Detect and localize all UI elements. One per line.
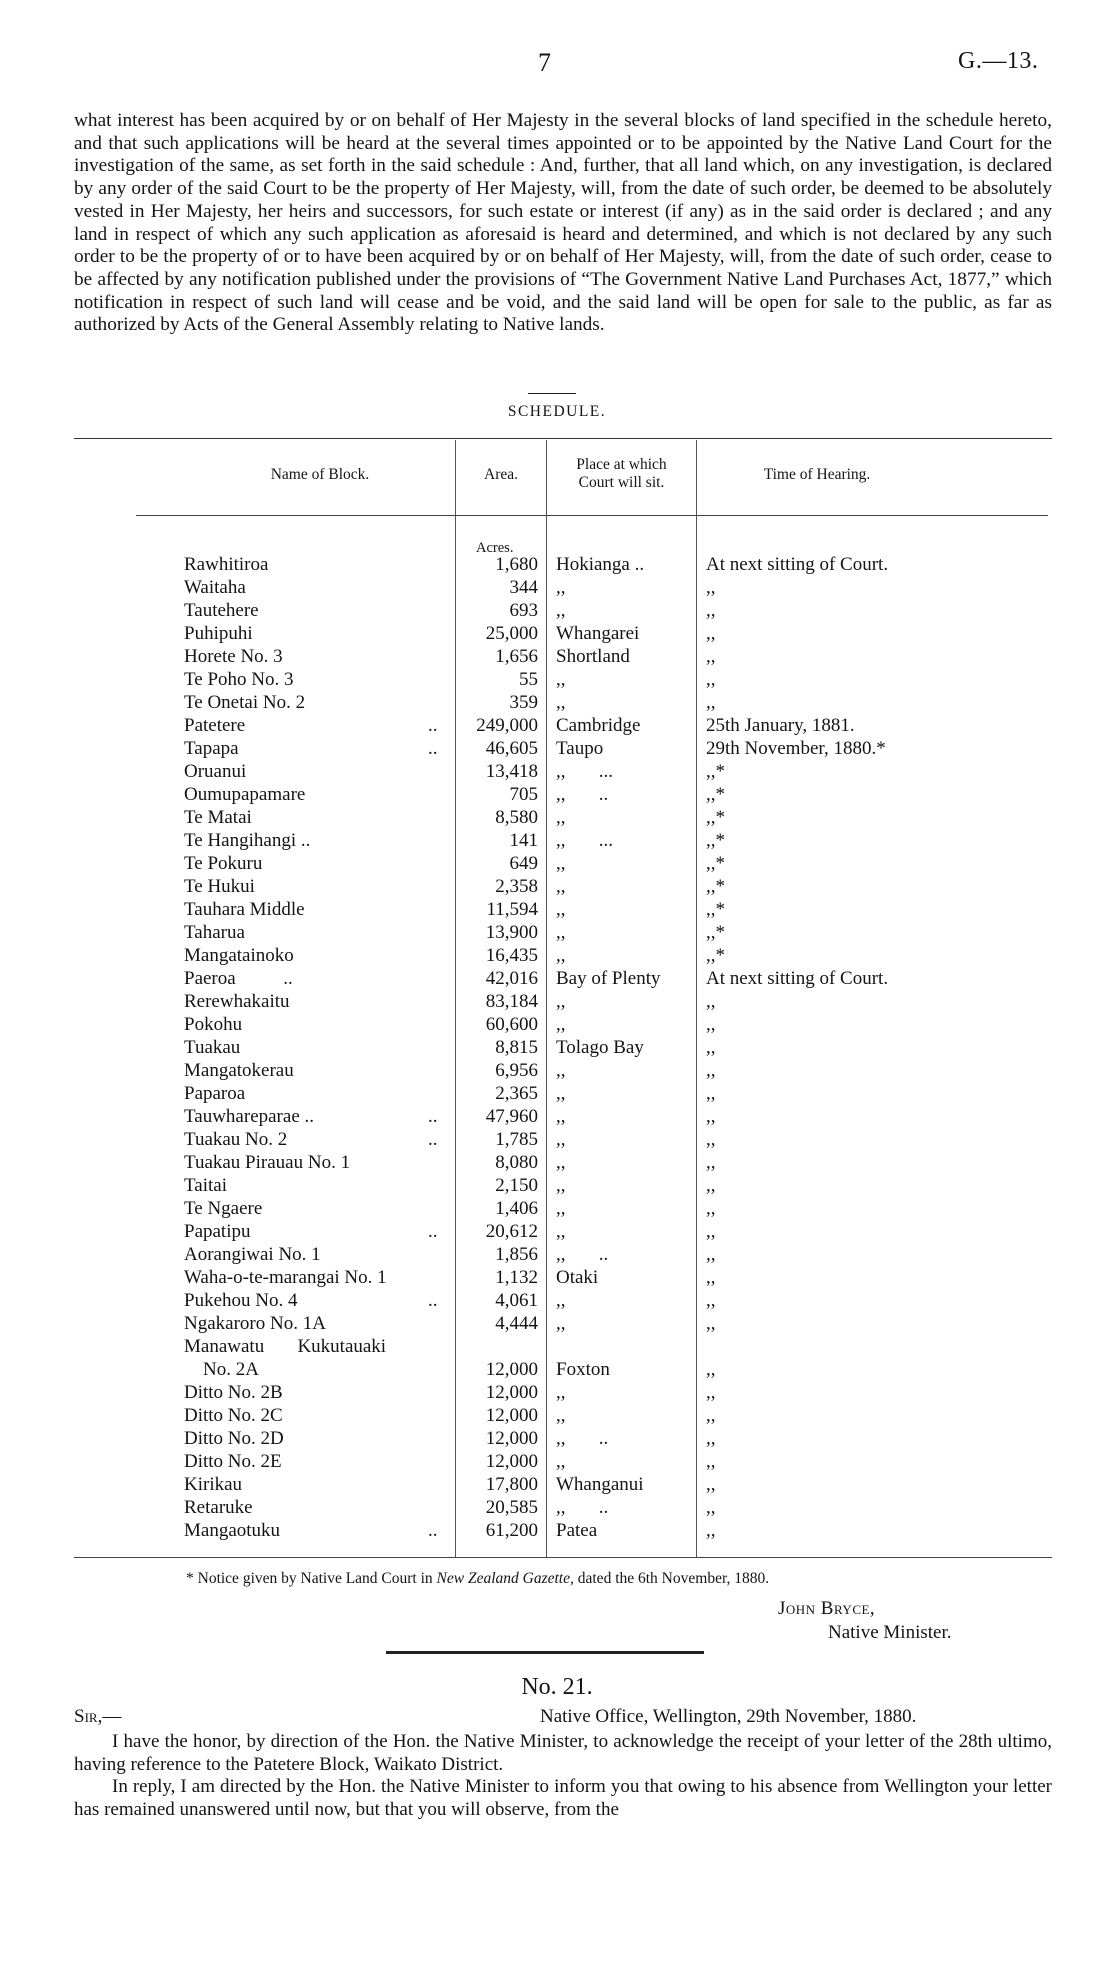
hearing-time-cell: ,,	[706, 1060, 716, 1081]
table-row	[0, 576, 1114, 599]
block-name-cell: Tautehere	[184, 600, 259, 621]
hearing-time-cell: ,,	[706, 1359, 716, 1380]
place-cell: ,,	[556, 876, 566, 897]
hearing-time-cell: ,,	[706, 1474, 716, 1495]
area-cell: 1,406	[495, 1198, 538, 1219]
place-cell: ,, ...	[556, 830, 613, 851]
hearing-time-cell: ,,	[706, 1267, 716, 1288]
table-row	[0, 1358, 1114, 1381]
table-row	[0, 1128, 1114, 1151]
leader-dots: ..	[428, 1290, 438, 1311]
leader-dots: ..	[428, 738, 438, 759]
hearing-time-cell: ,,	[706, 1451, 716, 1472]
hearing-time-cell: ,,	[706, 1106, 716, 1127]
table-row	[0, 1013, 1114, 1036]
place-cell: ,,	[556, 1382, 566, 1403]
block-name-cell: Te Ngaere	[184, 1198, 263, 1219]
place-cell: ,,	[556, 1198, 566, 1219]
area-cell: 20,585	[485, 1497, 538, 1518]
leader-dots: ..	[428, 1520, 438, 1541]
hearing-time-cell: ,,	[706, 1037, 716, 1058]
area-cell: 12,000	[485, 1382, 538, 1403]
table-row	[0, 1450, 1114, 1473]
block-name-cell: Te Matai	[184, 807, 252, 828]
area-cell: 8,580	[495, 807, 538, 828]
place-cell: ,,	[556, 1405, 566, 1426]
area-cell: 13,418	[485, 761, 538, 782]
leader-dots: ..	[428, 1221, 438, 1242]
block-name-cell: Puhipuhi	[184, 623, 253, 644]
table-row	[0, 1197, 1114, 1220]
area-cell: 17,800	[485, 1474, 538, 1495]
block-name-cell: Te Hangihangi ..	[184, 830, 311, 851]
area-cell: 16,435	[485, 945, 538, 966]
block-name-cell: Ngakaroro No. 1A	[184, 1313, 326, 1334]
table-top-rule	[74, 438, 1052, 439]
hearing-time-cell: ,,*	[706, 922, 725, 943]
hearing-time-cell: At next sitting of Court.	[706, 968, 889, 989]
table-row	[0, 1151, 1114, 1174]
block-name-cell: Tuakau No. 2	[184, 1129, 288, 1150]
area-cell: 47,960	[485, 1106, 538, 1127]
area-cell: 83,184	[485, 991, 538, 1012]
area-cell: 12,000	[485, 1451, 538, 1472]
column-header-place	[547, 456, 696, 492]
area-cell: 4,061	[495, 1290, 538, 1311]
header-divider-rule	[136, 515, 1048, 516]
area-cell: 46,605	[485, 738, 538, 759]
column-header-place-line1: Place at which	[576, 456, 667, 473]
place-cell: ,, ..	[556, 784, 609, 805]
area-cell: 60,600	[485, 1014, 538, 1035]
hearing-time-cell: ,,	[706, 1175, 716, 1196]
area-cell: 2,358	[495, 876, 538, 897]
block-name-cell: Retaruke	[184, 1497, 253, 1518]
table-row	[0, 898, 1114, 921]
letter-salutation: Sir,—	[74, 1706, 122, 1727]
area-cell: 12,000	[485, 1428, 538, 1449]
place-cell: ,,	[556, 1129, 566, 1150]
hearing-time-cell: ,,	[706, 1290, 716, 1311]
area-cell: 6,956	[495, 1060, 538, 1081]
area-cell: 61,200	[485, 1520, 538, 1541]
table-row	[0, 1174, 1114, 1197]
area-cell: 1,132	[495, 1267, 538, 1288]
place-cell: Shortland	[556, 646, 630, 667]
area-cell: 8,815	[495, 1037, 538, 1058]
block-name-cell: Taitai	[184, 1175, 227, 1196]
hearing-time-cell: ,,*	[706, 899, 725, 920]
area-cell: 25,000	[485, 623, 538, 644]
block-name-cell: Tauhara Middle	[184, 899, 305, 920]
place-cell: ,,	[556, 1221, 566, 1242]
hearing-time-cell: ,,	[706, 1198, 716, 1219]
place-cell: ,, ..	[556, 1244, 609, 1265]
table-row	[0, 691, 1114, 714]
table-row	[0, 645, 1114, 668]
block-name-cell: Ditto No. 2E	[184, 1451, 282, 1472]
block-name-cell: Waitaha	[184, 577, 246, 598]
area-cell: 12,000	[485, 1405, 538, 1426]
place-cell: Hokianga ..	[556, 554, 645, 575]
hearing-time-cell: ,,	[706, 692, 716, 713]
footnote-gazette: New Zealand Gazette,	[436, 1570, 574, 1587]
table-row	[0, 1036, 1114, 1059]
place-cell: ,,	[556, 600, 566, 621]
hearing-time-cell: 29th November, 1880.*	[706, 738, 886, 759]
block-name-cell: Tauwhareparae ..	[184, 1106, 315, 1127]
area-cell: 13,900	[485, 922, 538, 943]
footnote	[186, 1570, 769, 1588]
block-name-cell: Ditto No. 2B	[184, 1382, 283, 1403]
place-cell: ,,	[556, 991, 566, 1012]
table-row	[0, 1335, 1114, 1358]
block-name-cell: Te Hukui	[184, 876, 255, 897]
block-name-cell: Tapapa	[184, 738, 239, 759]
area-cell: 12,000	[485, 1359, 538, 1380]
acres-unit-label: Acres.	[476, 540, 514, 556]
place-cell: ,,	[556, 1060, 566, 1081]
letter-place-date: Native Office, Wellington, 29th November, 1880.	[540, 1706, 917, 1727]
hearing-time-cell: ,,	[706, 1083, 716, 1104]
area-cell: 42,016	[485, 968, 538, 989]
block-name-cell: Patetere	[184, 715, 246, 736]
letter-body	[74, 1731, 1052, 1821]
table-row	[0, 806, 1114, 829]
column-header-time: Time of Hearing.	[763, 466, 871, 483]
block-name-cell: Paparoa	[184, 1083, 246, 1104]
block-name-cell: No. 2A	[184, 1359, 259, 1380]
hearing-time-cell: ,,*	[706, 830, 725, 851]
table-bottom-rule	[74, 1557, 1052, 1558]
table-row	[0, 944, 1114, 967]
table-row	[0, 921, 1114, 944]
place-cell: ,, ..	[556, 1497, 609, 1518]
block-name-cell: Oumupapamare	[184, 784, 306, 805]
place-cell: ,,	[556, 1083, 566, 1104]
area-cell: 4,444	[495, 1313, 538, 1334]
leader-dots: ..	[428, 1129, 438, 1150]
footnote-prefix: * Notice given by Native Land Court in	[186, 1570, 437, 1587]
place-cell: ,,	[556, 692, 566, 713]
leader-dots: ..	[428, 1106, 438, 1127]
area-cell: 249,000	[476, 715, 538, 736]
table-row	[0, 1519, 1114, 1542]
table-row	[0, 553, 1114, 576]
page-number: 7	[538, 48, 551, 77]
intro-paragraph: what interest has been acquired by or on behalf of Her Majesty in the several blocks of land specified in the schedule hereto, and that such applications will be heard at the several times appointed or to be appointed by the Native Land Court for the investigation of the same, as set forth in the said schedule : And, further, that all land which, on any investigation, is declared by any order of the said Court to be the property of Her Majesty, will, from the date of such order, be deemed to be absolutely vested in Her Majesty, her heirs and successors, for such estate or interest (if any) as in the said order is declared ; and any land in respect of which any such application as aforesaid is heard and determined, and which is not declared by any such order to be the property of or to have been acquired by or on behalf of Her Majesty, will, from the date of such order, cease to be affected by any notification published under the provisions of “The Government Native Land Purchases Act, 1877,” which notification in respect of such land will cease and be void, and the said land will be open for sale to the public, as far as authorized by Acts of the General Assembly relating to Native lands.	[74, 110, 1052, 336]
schedule-heading: SCHEDULE.	[507, 403, 607, 420]
table-row	[0, 668, 1114, 691]
place-cell: ,,	[556, 1313, 566, 1334]
table-row	[0, 1381, 1114, 1404]
signature-name: John Bryce,	[778, 1598, 876, 1619]
place-cell: Foxton	[556, 1359, 610, 1380]
place-cell: Bay of Plenty	[556, 968, 661, 989]
area-cell: 344	[509, 577, 538, 598]
block-name-cell: Ditto No. 2C	[184, 1405, 283, 1426]
hearing-time-cell: ,,	[706, 623, 716, 644]
table-row	[0, 967, 1114, 990]
area-cell: 693	[509, 600, 538, 621]
letter-number: No. 21.	[521, 1674, 593, 1700]
document-reference: G.—13.	[958, 48, 1039, 74]
block-name-cell: Mangatokerau	[184, 1060, 294, 1081]
block-name-cell: Mangaotuku	[184, 1520, 281, 1541]
block-name-cell: Tuakau Pirauau No. 1	[184, 1152, 351, 1173]
block-name-cell: Horete No. 3	[184, 646, 283, 667]
table-row	[0, 1243, 1114, 1266]
letter-paragraph: I have the honor, by direction of the Hon. the Native Minister, to acknowledge the receipt of your letter of the 28th ultimo, having reference to the Patetere Block, Waikato District.	[74, 1731, 1052, 1775]
hearing-time-cell: ,,	[706, 600, 716, 621]
hearing-time-cell: ,,	[706, 577, 716, 598]
area-cell: 1,856	[495, 1244, 538, 1265]
place-cell: Whanganui	[556, 1474, 644, 1495]
place-cell: ,,	[556, 945, 566, 966]
hearing-time-cell: ,,	[706, 646, 716, 667]
place-cell: Tolago Bay	[556, 1037, 644, 1058]
hearing-time-cell: ,,*	[706, 945, 725, 966]
column-header-area: Area.	[484, 466, 518, 483]
place-cell: ,, ..	[556, 1428, 609, 1449]
hearing-time-cell: ,,	[706, 1152, 716, 1173]
hearing-time-cell: ,,*	[706, 784, 725, 805]
area-cell: 649	[509, 853, 538, 874]
block-name-cell: Kirikau	[184, 1474, 243, 1495]
area-cell: 8,080	[495, 1152, 538, 1173]
hearing-time-cell: ,,	[706, 1405, 716, 1426]
hearing-time-cell: ,,	[706, 1129, 716, 1150]
column-header-place-line2: Court will sit.	[578, 474, 665, 491]
table-row	[0, 1404, 1114, 1427]
table-row	[0, 852, 1114, 875]
area-cell: 705	[509, 784, 538, 805]
block-name-cell: Pukehou No. 4	[184, 1290, 298, 1311]
place-cell: ,,	[556, 899, 566, 920]
hearing-time-cell: ,,*	[706, 853, 725, 874]
area-cell: 1,785	[495, 1129, 538, 1150]
area-cell: 11,594	[486, 899, 538, 920]
table-row	[0, 1082, 1114, 1105]
area-cell: 359	[509, 692, 538, 713]
table-row	[0, 1427, 1114, 1450]
place-cell: Taupo	[556, 738, 604, 759]
hearing-time-cell: ,,	[706, 1520, 716, 1541]
place-cell: Whangarei	[556, 623, 640, 644]
block-name-cell: Mangatainoko	[184, 945, 294, 966]
block-name-cell: Manawatu Kukutauaki	[184, 1336, 387, 1357]
area-cell: 55	[519, 669, 538, 690]
place-cell: ,,	[556, 1290, 566, 1311]
place-cell: ,,	[556, 577, 566, 598]
table-row	[0, 599, 1114, 622]
table-row	[0, 714, 1114, 737]
column-header-name: Name of Block.	[270, 466, 370, 483]
hearing-time-cell: ,,	[706, 1221, 716, 1242]
block-name-cell: Rerewhakaitu	[184, 991, 290, 1012]
block-name-cell: Aorangiwai No. 1	[184, 1244, 321, 1265]
block-name-cell: Tuakau	[184, 1037, 241, 1058]
place-cell: ,,	[556, 1152, 566, 1173]
area-cell: 20,612	[485, 1221, 538, 1242]
table-row	[0, 622, 1114, 645]
table-row	[0, 1059, 1114, 1082]
letter-paragraph: In reply, I am directed by the Hon. the Native Minister to inform you that owing to his absence from Wellington your letter has remained unanswered until now, but that you will observe, from the	[74, 1776, 1052, 1820]
hearing-time-cell: At next sitting of Court.	[706, 554, 889, 575]
place-cell: ,,	[556, 669, 566, 690]
table-row	[0, 875, 1114, 898]
block-name-cell: Pokohu	[184, 1014, 243, 1035]
area-cell: 141	[509, 830, 538, 851]
hearing-time-cell: ,,	[706, 991, 716, 1012]
thick-divider	[386, 1651, 704, 1654]
table-row	[0, 737, 1114, 760]
block-name-cell: Paeroa ..	[184, 968, 293, 989]
hearing-time-cell: ,,	[706, 1244, 716, 1265]
place-cell: ,,	[556, 807, 566, 828]
table-row	[0, 1220, 1114, 1243]
table-row	[0, 783, 1114, 806]
footnote-suffix: dated the 6th November, 1880.	[573, 1570, 770, 1587]
hearing-time-cell: ,,	[706, 1497, 716, 1518]
table-row	[0, 760, 1114, 783]
area-cell: 1,656	[495, 646, 538, 667]
place-cell: ,,	[556, 1106, 566, 1127]
area-cell: 1,680	[495, 554, 538, 575]
block-name-cell: Taharua	[184, 922, 245, 943]
block-name-cell: Waha-o-te-marangai No. 1	[184, 1267, 387, 1288]
block-name-cell: Ditto No. 2D	[184, 1428, 284, 1449]
place-cell: ,,	[556, 853, 566, 874]
place-cell: ,, ...	[556, 761, 613, 782]
place-cell: ,,	[556, 1451, 566, 1472]
table-row	[0, 1496, 1114, 1519]
area-cell: 2,365	[495, 1083, 538, 1104]
table-row	[0, 1266, 1114, 1289]
hearing-time-cell: ,,*	[706, 876, 725, 897]
place-cell: Patea	[556, 1520, 598, 1541]
hearing-time-cell: ,,	[706, 1313, 716, 1334]
table-row	[0, 1289, 1114, 1312]
hearing-time-cell: 25th January, 1881.	[706, 715, 855, 736]
hearing-time-cell: ,,	[706, 1382, 716, 1403]
place-cell: ,,	[556, 922, 566, 943]
block-name-cell: Te Poho No. 3	[184, 669, 294, 690]
block-name-cell: Papatipu	[184, 1221, 251, 1242]
block-name-cell: Te Onetai No. 2	[184, 692, 306, 713]
place-cell: ,,	[556, 1014, 566, 1035]
place-cell: ,,	[556, 1175, 566, 1196]
leader-dots: ..	[428, 715, 438, 736]
signature-title: Native Minister.	[828, 1622, 952, 1643]
place-cell: Cambridge	[556, 715, 641, 736]
place-cell: Otaki	[556, 1267, 599, 1288]
hearing-time-cell: ,,*	[706, 807, 725, 828]
short-divider	[528, 393, 576, 394]
table-row	[0, 1312, 1114, 1335]
block-name-cell: Te Pokuru	[184, 853, 263, 874]
area-cell: 2,150	[495, 1175, 538, 1196]
block-name-cell: Oruanui	[184, 761, 247, 782]
hearing-time-cell: ,,	[706, 1428, 716, 1449]
block-name-cell: Rawhitiroa	[184, 554, 269, 575]
table-row	[0, 1473, 1114, 1496]
hearing-time-cell: ,,	[706, 1014, 716, 1035]
hearing-time-cell: ,,*	[706, 761, 725, 782]
table-row	[0, 1105, 1114, 1128]
table-row	[0, 990, 1114, 1013]
hearing-time-cell: ,,	[706, 669, 716, 690]
table-row	[0, 829, 1114, 852]
